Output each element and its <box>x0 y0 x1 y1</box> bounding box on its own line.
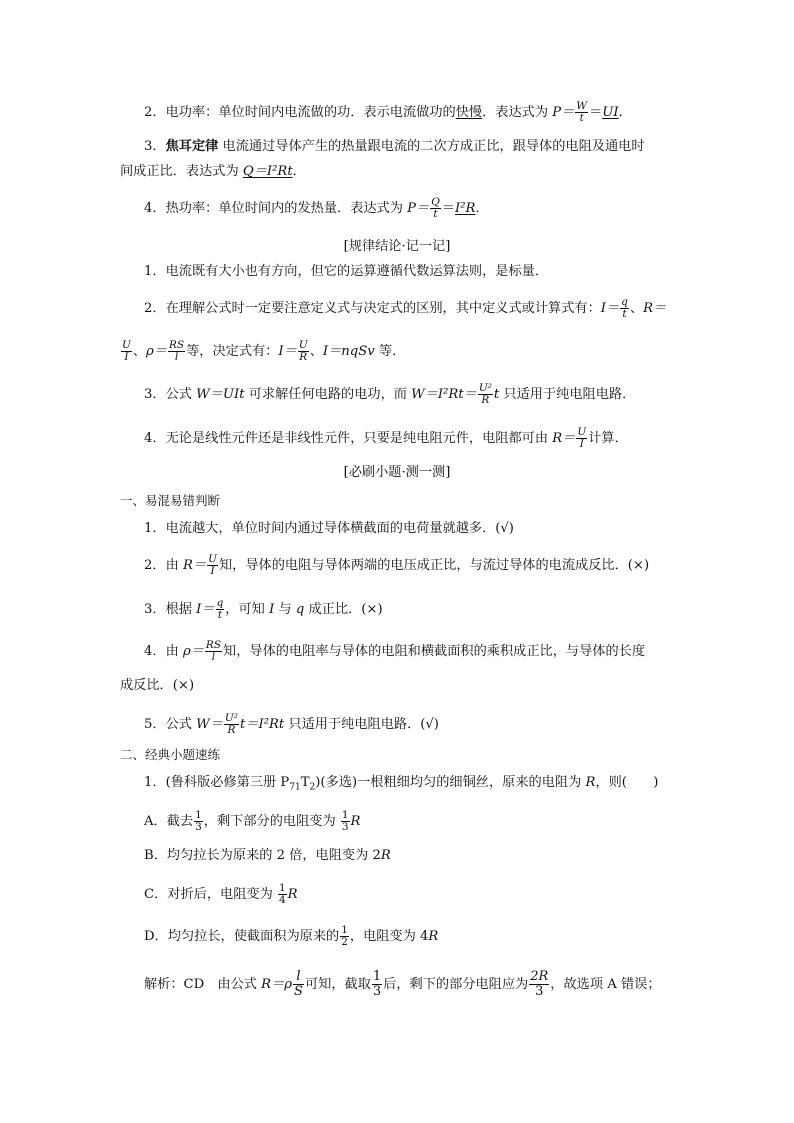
judgement-1: 1．电流越大，单位时间内通过导体横截面的电荷量就越多．(√) <box>144 521 514 536</box>
judgement-4-cont: 成反比．(×) <box>120 678 195 693</box>
judgement-4: 4．由 ρ＝ $\frac{RS}{l}$ 知，导体的电阻率与导体的电阻和横截面积的乘积成正比，与导体的长度 <box>144 639 646 663</box>
judgement-3: 3．根据 I＝ $\frac{q}{t}$ ，可知 I 与 q 成正比．(×) <box>144 597 383 621</box>
fraction-rs-over-l: $\frac{RS}{l}$ <box>169 339 185 363</box>
subsection-quick-practice: 二、经典小题速练 <box>120 747 221 762</box>
option-b: B．均匀拉长为原来的 2 倍，电阻变为 2R <box>144 848 391 863</box>
analysis: 解析：CD 由公式 R＝ρ $\frac{l}{S}$ 可知，截取 $\frac{1}{3}$ 后，剩下的部分电阻应为 $\frac{2R}{3}$ ，故选项 A 错误； <box>144 969 661 999</box>
judgement-5: 5．公式 W＝ $\frac{\text{U²}}{R}$ t＝I²Rt 只适用于纯电阻电路．(√) <box>144 712 439 736</box>
fraction-u-over-r: $\frac{U}{R}$ <box>298 339 308 363</box>
rule-3: 3．公式 W＝UIt 可求解任何电路的电功，而 W＝I²Rt＝ $\frac{\text{U²}}{R}$ t 只适用于纯电阻电路． <box>144 382 636 406</box>
definition-joule-law-cont: 间成正比．表达式为 Q＝I²Rt． <box>120 164 306 179</box>
definition-joule-law: 3．焦耳定律 电流通过导体产生的热量跟电流的二次方成正比，跟导体的电阻及通电时 <box>144 139 645 154</box>
section-heading-practice: [必刷小题·测一测] <box>343 465 451 480</box>
option-c: C．对折后，电阻变为 $\frac{1}{4}$ R <box>144 882 298 906</box>
fraction-one-third: $\frac{1}{3}$ <box>372 969 382 999</box>
rule-1: 1．电流既有大小也有方向，但它的运算遵循代数运算法则，是标量． <box>144 264 549 279</box>
definition-electric-power: 2．电功率：单位时间内电流做的功．表示电流做功的快慢．表达式为 P＝ $\frac{W}{t}$ ＝UI． <box>144 100 632 124</box>
fraction-one-third: $\frac{1}{3}$ <box>341 809 349 833</box>
fraction-u-over-i: $\frac{U}{I}$ <box>577 426 587 450</box>
rule-2-cont: $\frac{U}{I}$ 、ρ＝ $\frac{RS}{l}$ 等，决定式有：I＝ $\frac{U}{R}$ 、I＝nqSv 等． <box>122 339 406 363</box>
subsection-judgement: 一、易混易错判断 <box>120 493 221 508</box>
question-1: 1．(鲁科版必修第三册 $P_{71}T_2$)(多选)一根粗细均匀的细铜丝，原来的电阻为 R，则( ) <box>144 775 659 793</box>
fraction-q-over-t: $\frac{q}{t}$ <box>621 296 628 320</box>
judgement-2: 2．由 R＝ $\frac{U}{I}$ 知，导体的电阻与导体两端的电压成正比，与流过导体的电流成反比．(×) <box>144 553 650 577</box>
section-heading-rules: [规律结论·记一记] <box>343 239 451 254</box>
rule-4: 4．无论是线性元件还是非线性元件，只要是纯电阻元件，电阻都可由 R＝ $\frac{U}{I}$ 计算． <box>144 426 628 450</box>
option-a: A．截去 $\frac{1}{3}$ ，剩下部分的电阻变为 $\frac{1}{3}$ R <box>144 809 361 833</box>
fraction-u2-over-r: $\frac{\text{U²}}{R}$ <box>478 382 492 406</box>
fraction-one-fourth: $\frac{1}{4}$ <box>278 882 286 906</box>
option-d: D．均匀拉长，使截面积为原来的 $\frac{1}{2}$ ，电阻变为 4R <box>144 924 439 948</box>
fraction-u-over-i: $\frac{U}{I}$ <box>122 339 131 363</box>
rule-2: 2．在理解公式时一定要注意定义式与决定式的区别，其中定义式或计算式有：I＝ $\frac{q}{t}$ 、R＝ <box>144 296 667 320</box>
definition-thermal-power: 4．热功率：单位时间内的发热量．表达式为 P＝ $\frac{Q}{t}$ ＝I²R． <box>144 196 489 220</box>
fraction-l-over-s: $\frac{l}{S}$ <box>294 969 303 999</box>
fraction-two-r-third: $\frac{2R}{3}$ <box>530 969 549 999</box>
fraction-q-over-t: $\frac{Q}{t}$ <box>431 196 440 220</box>
fraction-u2-over-r: $\frac{\text{U²}}{R}$ <box>224 712 238 736</box>
fraction-u-over-i: $\frac{U}{I}$ <box>208 553 217 577</box>
fraction-one-half: $\frac{1}{2}$ <box>341 924 348 948</box>
fraction-w-over-t: $\frac{W}{t}$ <box>576 100 588 124</box>
fraction-q-over-t: $\frac{q}{t}$ <box>216 597 224 621</box>
fraction-rs-over-l: $\frac{RS}{l}$ <box>205 639 222 663</box>
fraction-one-third: $\frac{1}{3}$ <box>195 809 202 833</box>
